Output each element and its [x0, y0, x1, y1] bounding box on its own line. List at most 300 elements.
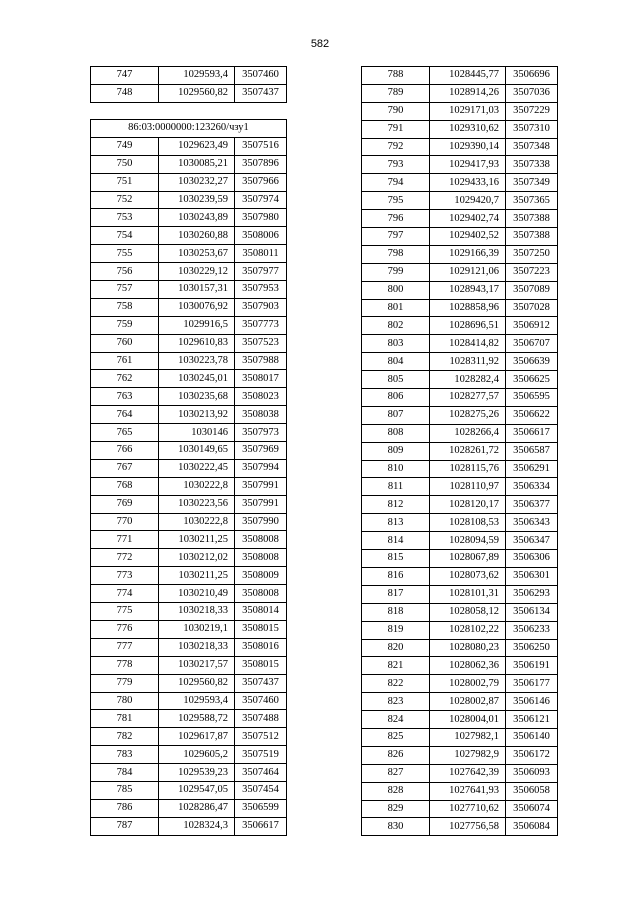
x-coordinate-cell: 1030229,12	[159, 263, 235, 281]
point-number-cell: 830	[362, 818, 430, 836]
table-row	[362, 478, 558, 496]
point-number-cell: 796	[362, 210, 430, 228]
x-coordinate-cell: 1028311,92	[430, 353, 506, 371]
point-number-cell: 782	[91, 728, 159, 746]
point-number-cell: 802	[362, 317, 430, 335]
y-coordinate-cell: 3507028	[506, 299, 558, 317]
y-coordinate-cell: 3508038	[235, 406, 287, 424]
x-coordinate-cell: 1029560,82	[159, 674, 235, 692]
point-number-cell: 756	[91, 263, 159, 281]
y-coordinate-cell: 3507338	[506, 156, 558, 174]
x-coordinate-cell: 1029593,4	[159, 67, 235, 85]
x-coordinate-cell: 1029390,14	[430, 138, 506, 156]
x-coordinate-cell: 1027982,1	[430, 728, 506, 746]
table-row	[362, 693, 558, 711]
x-coordinate-cell: 1028004,01	[430, 711, 506, 729]
y-coordinate-cell: 3507365	[506, 192, 558, 210]
y-coordinate-cell: 3506093	[506, 764, 558, 782]
x-coordinate-cell: 1030217,57	[159, 656, 235, 674]
y-coordinate-cell: 3508009	[235, 567, 287, 585]
y-coordinate-cell: 3506121	[506, 711, 558, 729]
y-coordinate-cell: 3507460	[235, 692, 287, 710]
point-number-cell: 760	[91, 334, 159, 352]
point-number-cell: 785	[91, 781, 159, 799]
x-coordinate-cell: 1028282,4	[430, 371, 506, 389]
y-coordinate-cell: 3507089	[506, 281, 558, 299]
x-coordinate-cell: 1030218,33	[159, 603, 235, 621]
y-coordinate-cell: 3507349	[506, 174, 558, 192]
table-row	[362, 621, 558, 639]
point-number-cell: 772	[91, 549, 159, 567]
table-row	[362, 639, 558, 657]
table-row	[362, 460, 558, 478]
point-number-cell: 749	[91, 137, 159, 155]
table-row	[362, 353, 558, 371]
x-coordinate-cell: 1029610,83	[159, 334, 235, 352]
x-coordinate-cell: 1029433,16	[430, 174, 506, 192]
table-row	[91, 388, 287, 406]
table-row	[362, 210, 558, 228]
table-body	[91, 67, 287, 103]
y-coordinate-cell: 3506639	[506, 353, 558, 371]
point-number-cell: 816	[362, 567, 430, 585]
x-coordinate-cell: 1030243,89	[159, 209, 235, 227]
x-coordinate-cell: 1029588,72	[159, 710, 235, 728]
point-number-cell: 781	[91, 710, 159, 728]
page-number: 582	[310, 38, 330, 50]
y-coordinate-cell: 3507036	[506, 84, 558, 102]
table-row	[362, 317, 558, 335]
y-coordinate-cell: 3507512	[235, 728, 287, 746]
point-number-cell: 761	[91, 352, 159, 370]
x-coordinate-cell: 1030218,33	[159, 638, 235, 656]
table-row	[91, 459, 287, 477]
y-coordinate-cell: 3506617	[506, 424, 558, 442]
table-row	[362, 496, 558, 514]
point-number-cell: 825	[362, 728, 430, 746]
y-coordinate-cell: 3508015	[235, 620, 287, 638]
table-row	[91, 263, 287, 281]
y-coordinate-cell: 3506587	[506, 442, 558, 460]
y-coordinate-cell: 3507519	[235, 746, 287, 764]
point-number-cell: 762	[91, 370, 159, 388]
table-row	[91, 477, 287, 495]
point-number-cell: 820	[362, 639, 430, 657]
table-row	[91, 531, 287, 549]
table-row	[91, 674, 287, 692]
x-coordinate-cell: 1029402,52	[430, 228, 506, 246]
y-coordinate-cell: 3506595	[506, 389, 558, 407]
point-number-cell: 748	[91, 84, 159, 102]
y-coordinate-cell: 3507980	[235, 209, 287, 227]
x-coordinate-cell: 1030157,31	[159, 281, 235, 299]
point-number-cell: 771	[91, 531, 159, 549]
point-number-cell: 793	[362, 156, 430, 174]
y-coordinate-cell: 3506306	[506, 550, 558, 568]
y-coordinate-cell: 3508017	[235, 370, 287, 388]
y-coordinate-cell: 3507437	[235, 84, 287, 102]
y-coordinate-cell: 3507437	[235, 674, 287, 692]
x-coordinate-cell: 1028914,26	[430, 84, 506, 102]
table-row	[91, 567, 287, 585]
x-coordinate-cell: 1030222,8	[159, 477, 235, 495]
table-row	[362, 67, 558, 85]
x-coordinate-cell: 1029420,7	[430, 192, 506, 210]
table-row	[91, 513, 287, 531]
y-coordinate-cell: 3506707	[506, 335, 558, 353]
y-coordinate-cell: 3508008	[235, 531, 287, 549]
x-coordinate-cell: 1028073,62	[430, 567, 506, 585]
point-number-cell: 764	[91, 406, 159, 424]
y-coordinate-cell: 3507488	[235, 710, 287, 728]
table-row	[362, 818, 558, 836]
x-coordinate-cell: 1028858,96	[430, 299, 506, 317]
table-row	[91, 298, 287, 316]
table-row	[91, 656, 287, 674]
x-coordinate-cell: 1027642,39	[430, 764, 506, 782]
y-coordinate-cell: 3507973	[235, 424, 287, 442]
table-row	[362, 281, 558, 299]
x-coordinate-cell: 1028696,51	[430, 317, 506, 335]
x-coordinate-cell: 1030239,59	[159, 191, 235, 209]
table-row	[91, 406, 287, 424]
table-row	[362, 192, 558, 210]
x-coordinate-cell: 1028101,31	[430, 585, 506, 603]
point-number-cell: 778	[91, 656, 159, 674]
table-row	[91, 495, 287, 513]
x-coordinate-cell: 1028115,76	[430, 460, 506, 478]
x-coordinate-cell: 1029402,74	[430, 210, 506, 228]
point-number-cell: 768	[91, 477, 159, 495]
table-row	[91, 137, 287, 155]
y-coordinate-cell: 3506191	[506, 657, 558, 675]
y-coordinate-cell: 3507896	[235, 155, 287, 173]
point-number-cell: 803	[362, 335, 430, 353]
x-coordinate-cell: 1030212,02	[159, 549, 235, 567]
coordinates-table-right	[361, 66, 558, 836]
x-coordinate-cell: 1028120,17	[430, 496, 506, 514]
point-number-cell: 826	[362, 746, 430, 764]
x-coordinate-cell: 1028414,82	[430, 335, 506, 353]
x-coordinate-cell: 1028266,4	[430, 424, 506, 442]
point-number-cell: 775	[91, 603, 159, 621]
table-row	[91, 549, 287, 567]
y-coordinate-cell: 3506293	[506, 585, 558, 603]
y-coordinate-cell: 3506140	[506, 728, 558, 746]
table-row	[91, 442, 287, 460]
x-coordinate-cell: 1028275,26	[430, 406, 506, 424]
table-row	[91, 352, 287, 370]
x-coordinate-cell: 1029623,49	[159, 137, 235, 155]
y-coordinate-cell: 3506599	[235, 799, 287, 817]
point-number-cell: 773	[91, 567, 159, 585]
y-coordinate-cell: 3507348	[506, 138, 558, 156]
point-number-cell: 780	[91, 692, 159, 710]
y-coordinate-cell: 3508008	[235, 585, 287, 603]
x-coordinate-cell: 1028002,87	[430, 693, 506, 711]
x-coordinate-cell: 1030213,92	[159, 406, 235, 424]
y-coordinate-cell: 3507454	[235, 781, 287, 799]
y-coordinate-cell: 3507523	[235, 334, 287, 352]
y-coordinate-cell: 3507388	[506, 228, 558, 246]
x-coordinate-cell: 1028067,89	[430, 550, 506, 568]
y-coordinate-cell: 3507990	[235, 513, 287, 531]
table-body	[91, 120, 287, 836]
table-row	[362, 102, 558, 120]
y-coordinate-cell: 3506291	[506, 460, 558, 478]
coordinates-table-left-top	[90, 66, 287, 103]
table-row	[362, 711, 558, 729]
table-row	[91, 281, 287, 299]
table-row	[362, 728, 558, 746]
table-row	[362, 764, 558, 782]
table-row	[91, 746, 287, 764]
y-coordinate-cell: 3506334	[506, 478, 558, 496]
x-coordinate-cell: 1028108,53	[430, 514, 506, 532]
x-coordinate-cell: 1029539,23	[159, 764, 235, 782]
y-coordinate-cell: 3508016	[235, 638, 287, 656]
y-coordinate-cell: 3506058	[506, 782, 558, 800]
table-row	[91, 245, 287, 263]
point-number-cell: 818	[362, 603, 430, 621]
x-coordinate-cell: 1029593,4	[159, 692, 235, 710]
y-coordinate-cell: 3506377	[506, 496, 558, 514]
y-coordinate-cell: 3506625	[506, 371, 558, 389]
point-number-cell: 824	[362, 711, 430, 729]
y-coordinate-cell: 3507988	[235, 352, 287, 370]
table-row	[91, 424, 287, 442]
point-number-cell: 809	[362, 442, 430, 460]
y-coordinate-cell: 3507953	[235, 281, 287, 299]
point-number-cell: 797	[362, 228, 430, 246]
table-row	[91, 603, 287, 621]
x-coordinate-cell: 1028445,77	[430, 67, 506, 85]
y-coordinate-cell: 3507966	[235, 173, 287, 191]
x-coordinate-cell: 1030235,68	[159, 388, 235, 406]
x-coordinate-cell: 1030211,25	[159, 567, 235, 585]
table-row	[91, 764, 287, 782]
y-coordinate-cell: 3507991	[235, 495, 287, 513]
point-number-cell: 747	[91, 67, 159, 85]
point-number-cell: 774	[91, 585, 159, 603]
table-row	[362, 406, 558, 424]
point-number-cell: 788	[362, 67, 430, 85]
table-row	[362, 675, 558, 693]
x-coordinate-cell: 1029605,2	[159, 746, 235, 764]
y-coordinate-cell: 3506250	[506, 639, 558, 657]
y-coordinate-cell: 3508008	[235, 549, 287, 567]
table-row	[91, 334, 287, 352]
table-row	[362, 245, 558, 263]
x-coordinate-cell: 1029171,03	[430, 102, 506, 120]
table-row	[91, 585, 287, 603]
y-coordinate-cell: 3508023	[235, 388, 287, 406]
point-number-cell: 755	[91, 245, 159, 263]
y-coordinate-cell: 3506343	[506, 514, 558, 532]
table-row	[362, 424, 558, 442]
coordinates-table-left	[90, 119, 287, 836]
x-coordinate-cell: 1030146	[159, 424, 235, 442]
y-coordinate-cell: 3508006	[235, 227, 287, 245]
x-coordinate-cell: 1028324,3	[159, 817, 235, 835]
point-number-cell: 784	[91, 764, 159, 782]
point-number-cell: 779	[91, 674, 159, 692]
x-coordinate-cell: 1030223,78	[159, 352, 235, 370]
point-number-cell: 765	[91, 424, 159, 442]
table-row	[91, 173, 287, 191]
table-row	[362, 156, 558, 174]
y-coordinate-cell: 3506233	[506, 621, 558, 639]
x-coordinate-cell: 1028058,12	[430, 603, 506, 621]
cadastral-number-cell: 86:03:0000000:123260/чзу1	[91, 120, 287, 138]
y-coordinate-cell: 3506146	[506, 693, 558, 711]
table-row	[91, 620, 287, 638]
table-row	[362, 746, 558, 764]
y-coordinate-cell: 3506617	[235, 817, 287, 835]
x-coordinate-cell: 1030260,88	[159, 227, 235, 245]
table-row	[91, 817, 287, 835]
y-coordinate-cell: 3508015	[235, 656, 287, 674]
table-row	[362, 603, 558, 621]
table-row	[91, 728, 287, 746]
point-number-cell: 814	[362, 532, 430, 550]
point-number-cell: 770	[91, 513, 159, 531]
point-number-cell: 808	[362, 424, 430, 442]
x-coordinate-cell: 1027756,58	[430, 818, 506, 836]
point-number-cell: 817	[362, 585, 430, 603]
table-row	[91, 710, 287, 728]
point-number-cell: 763	[91, 388, 159, 406]
table-row	[91, 781, 287, 799]
y-coordinate-cell: 3507977	[235, 263, 287, 281]
y-coordinate-cell: 3507903	[235, 298, 287, 316]
point-number-cell: 769	[91, 495, 159, 513]
table-row	[91, 692, 287, 710]
table-row	[362, 84, 558, 102]
table-row	[362, 567, 558, 585]
table-row	[362, 550, 558, 568]
table-row	[362, 514, 558, 532]
x-coordinate-cell: 1029547,05	[159, 781, 235, 799]
x-coordinate-cell: 1028002,79	[430, 675, 506, 693]
table-row	[91, 209, 287, 227]
y-coordinate-cell: 3506912	[506, 317, 558, 335]
x-coordinate-cell: 1029560,82	[159, 84, 235, 102]
y-coordinate-cell: 3507464	[235, 764, 287, 782]
point-number-cell: 822	[362, 675, 430, 693]
table-row	[362, 138, 558, 156]
point-number-cell: 792	[362, 138, 430, 156]
y-coordinate-cell: 3507310	[506, 120, 558, 138]
x-coordinate-cell: 1029310,62	[430, 120, 506, 138]
table-row	[91, 316, 287, 334]
table-row	[362, 389, 558, 407]
y-coordinate-cell: 3507388	[506, 210, 558, 228]
x-coordinate-cell: 1030149,65	[159, 442, 235, 460]
y-coordinate-cell: 3507994	[235, 459, 287, 477]
x-coordinate-cell: 1029617,87	[159, 728, 235, 746]
point-number-cell: 783	[91, 746, 159, 764]
point-number-cell: 794	[362, 174, 430, 192]
point-number-cell: 776	[91, 620, 159, 638]
y-coordinate-cell: 3508011	[235, 245, 287, 263]
y-coordinate-cell: 3506134	[506, 603, 558, 621]
point-number-cell: 751	[91, 173, 159, 191]
x-coordinate-cell: 1027982,9	[430, 746, 506, 764]
x-coordinate-cell: 1027710,62	[430, 800, 506, 818]
table-row	[91, 370, 287, 388]
table-row	[362, 120, 558, 138]
table-row	[362, 442, 558, 460]
x-coordinate-cell: 1028261,72	[430, 442, 506, 460]
point-number-cell: 829	[362, 800, 430, 818]
y-coordinate-cell: 3506177	[506, 675, 558, 693]
point-number-cell: 752	[91, 191, 159, 209]
x-coordinate-cell: 1030245,01	[159, 370, 235, 388]
point-number-cell: 823	[362, 693, 430, 711]
point-number-cell: 813	[362, 514, 430, 532]
x-coordinate-cell: 1029166,39	[430, 245, 506, 263]
point-number-cell: 804	[362, 353, 430, 371]
y-coordinate-cell: 3507250	[506, 245, 558, 263]
table-row	[362, 371, 558, 389]
x-coordinate-cell: 1028094,59	[430, 532, 506, 550]
y-coordinate-cell: 3506301	[506, 567, 558, 585]
table-row	[362, 335, 558, 353]
point-number-cell: 787	[91, 817, 159, 835]
x-coordinate-cell: 1030253,67	[159, 245, 235, 263]
x-coordinate-cell: 1028943,17	[430, 281, 506, 299]
x-coordinate-cell: 1027641,93	[430, 782, 506, 800]
table-row	[91, 638, 287, 656]
table-row	[362, 800, 558, 818]
x-coordinate-cell: 1030076,92	[159, 298, 235, 316]
x-coordinate-cell: 1030222,8	[159, 513, 235, 531]
point-number-cell: 789	[362, 84, 430, 102]
table-row	[362, 228, 558, 246]
point-number-cell: 801	[362, 299, 430, 317]
x-coordinate-cell: 1028277,57	[430, 389, 506, 407]
y-coordinate-cell: 3506172	[506, 746, 558, 764]
point-number-cell: 758	[91, 298, 159, 316]
point-number-cell: 807	[362, 406, 430, 424]
table-body	[362, 67, 558, 836]
table-header-row	[91, 120, 287, 138]
x-coordinate-cell: 1029916,5	[159, 316, 235, 334]
table-row	[91, 155, 287, 173]
table-row	[91, 227, 287, 245]
table-row	[362, 657, 558, 675]
y-coordinate-cell: 3507974	[235, 191, 287, 209]
y-coordinate-cell: 3507516	[235, 137, 287, 155]
y-coordinate-cell: 3507460	[235, 67, 287, 85]
table-row	[362, 532, 558, 550]
y-coordinate-cell: 3508014	[235, 603, 287, 621]
x-coordinate-cell: 1030210,49	[159, 585, 235, 603]
x-coordinate-cell: 1030211,25	[159, 531, 235, 549]
table-row	[362, 174, 558, 192]
x-coordinate-cell: 1030223,56	[159, 495, 235, 513]
point-number-cell: 815	[362, 550, 430, 568]
table-row	[362, 299, 558, 317]
x-coordinate-cell: 1030085,21	[159, 155, 235, 173]
y-coordinate-cell: 3506622	[506, 406, 558, 424]
point-number-cell: 795	[362, 192, 430, 210]
y-coordinate-cell: 3507229	[506, 102, 558, 120]
x-coordinate-cell: 1028062,36	[430, 657, 506, 675]
point-number-cell: 767	[91, 459, 159, 477]
y-coordinate-cell: 3507773	[235, 316, 287, 334]
